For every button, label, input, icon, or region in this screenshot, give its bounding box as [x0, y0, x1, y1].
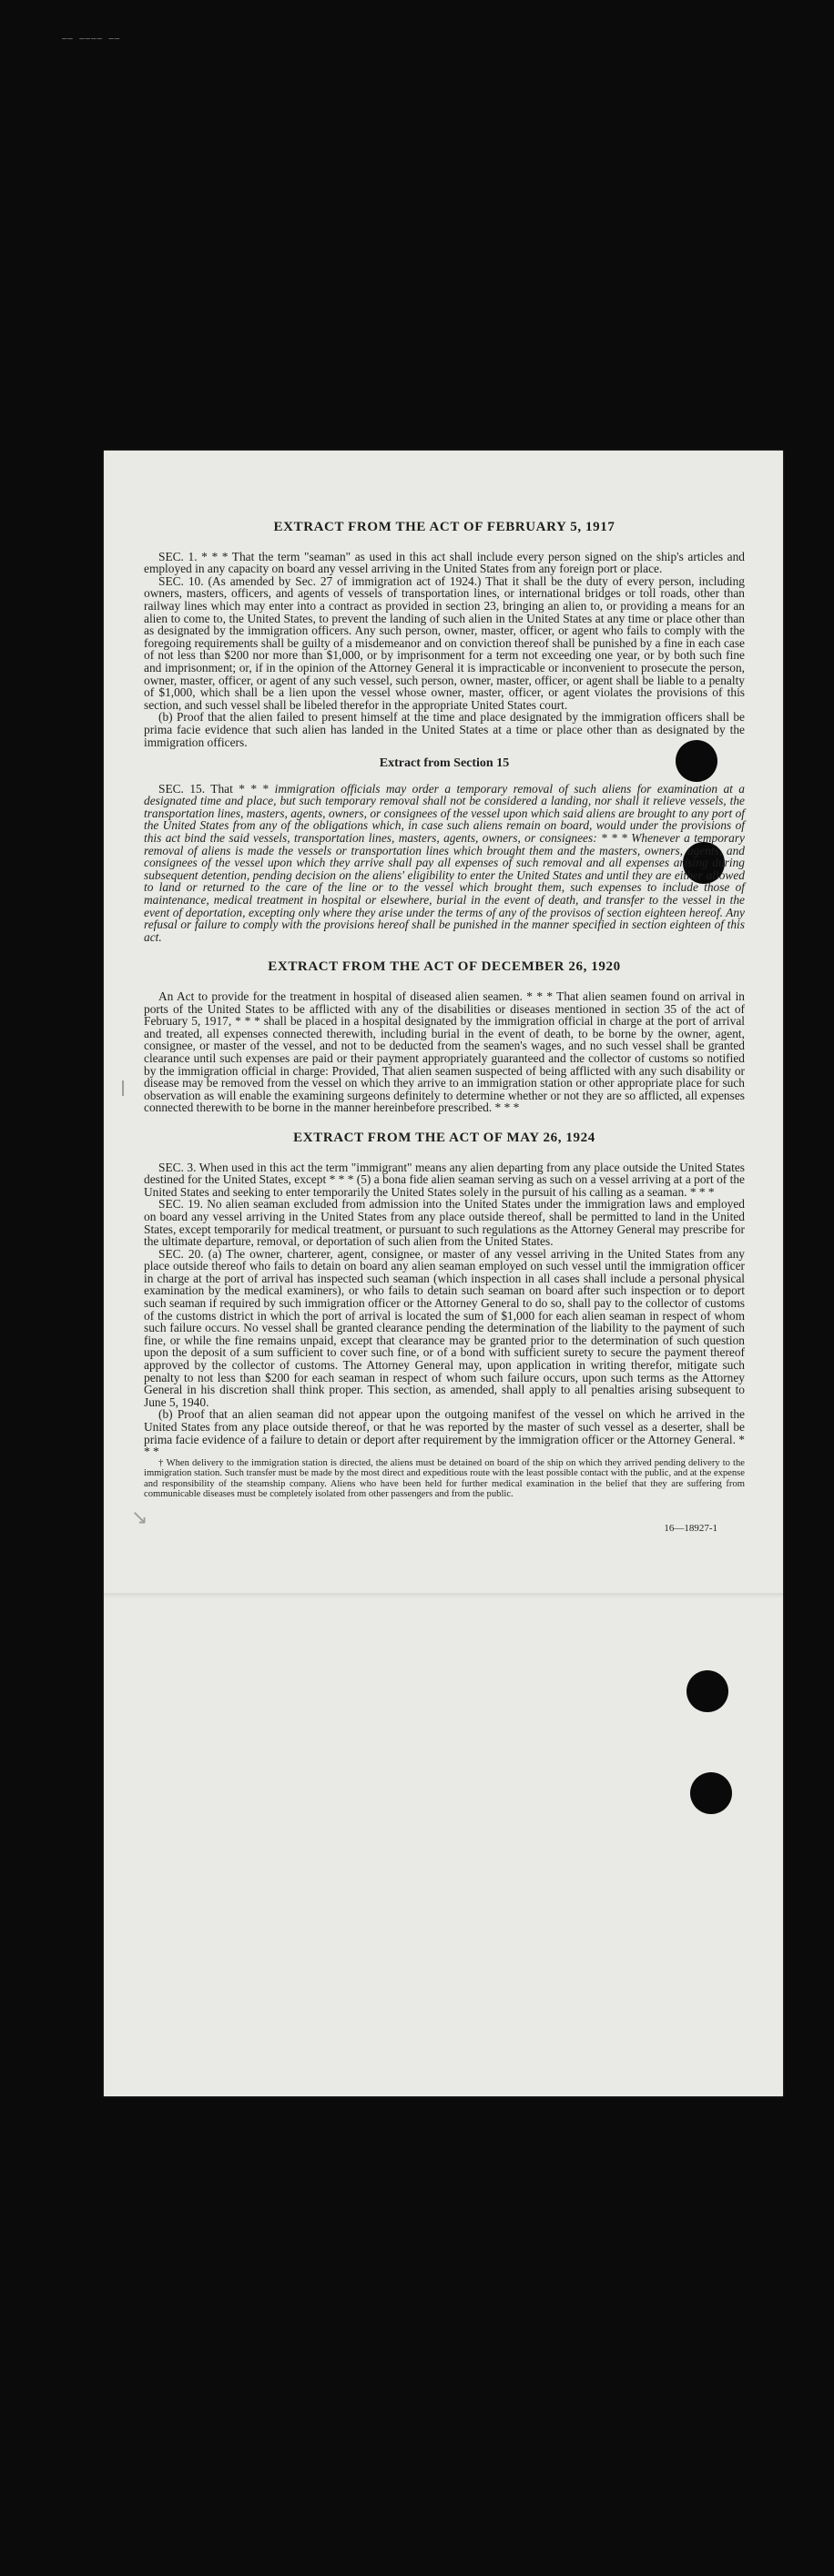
section-3-paragraph: SEC. 3. When used in this act the term "immigrant" means any alien departing from any place outside the United States destined for the United States, except * * * (5) a bona fide alien seaman serving as such on a vessel arriving at a port of the United States and seeking to enter temporarily the United States solely in the pursuit of his calling as a seaman. * * * [144, 1160, 745, 1199]
punch-hole [687, 1670, 728, 1712]
document-body [144, 522, 745, 1536]
pencil-mark: ⅼ [120, 1079, 127, 1101]
section-15-text: immigration officials may order a temporary removal of such aliens for examination at a designated time and place, but such temporary removal shall not be considered a landing, nor shall it relieve vessels, the transportation lines, masters, agents, owners, or consignees of the vessel upon which said aliens are brought to any port of the United States from any of the obligations which, in case such aliens remain on board, would under the provisions of this act bind the said vessels, transportation lines, masters, agents, owners, or consignees: * * * Whenever a temporary removal of aliens is made the vessels or transportation lines which brought them and the masters, owners, agents, and consignees of the vessel upon which they arrive shall pay all expenses of such removal and all expenses arising during subsequent detention, pending decision on the aliens' eligibility to enter the United States and until they are either allowed to land or returned to the care of the line or to the vessel which brought them, such expenses to include those of maintenance, medical treatment in hospital or elsewhere, burial in the event of death, and transfer to the vessel in the event of deportation, excepting only where they arise under the terms of any of the provisos of section eighteen hereof. Any refusal or failure to comply with the provisions hereof shall be punished in the manner specified in section eighteen of this act. [144, 781, 745, 944]
fold-line [104, 1593, 783, 1598]
footnote: † When delivery to the immigration station is directed, the aliens must be detained on board of the ship on which they arrived pending delivery to the immigration station. Such transfer must be made by the most direct and expeditious route with the least possible contact with the public, and at the expense and responsibility of the steamship company. Aliens who have been held for further medical examination in the belief that they are suffering from communicable diseases must be completely isolated from other passengers and from the public. [144, 1457, 745, 1499]
subheading-section-15: Extract from Section 15 [379, 756, 510, 771]
punch-hole [690, 1772, 732, 1814]
section-19-paragraph: SEC. 19. No alien seaman excluded from admission into the United States under the immigration laws and employed on board any vessel arriving in the United States from any place outside thereof, shall be permitted to land in the United States, except temporarily for medical treatment, or pursuant to such regulations as the Attorney General may prescribe for the ultimate departure, removal, or deportation of such alien from the United States. [144, 1197, 745, 1249]
header-stamp: —— ———— —— [62, 35, 121, 44]
section-10-paragraph: SEC. 10. (As amended by Sec. 27 of immigration act of 1924.) That it shall be the duty of every person, including owners, masters, officers, and agents of vessels of transportation lines, or international bridges or toll roads, other than railway lines which may enter into a contract as provided in section 23, bringing an alien to, or providing a means for an alien to come to, the United States, to prevent the landing of such alien in the United States at any time or place other than as designated by the immigration officers. Any such person, owner, master, officer, or agent who fails to comply with the foregoing requirements shall be guilty of a misdemeanor and on conviction thereof shall be punished by a fine in each case of not less than $200 nor more than $1,000, or by imprisonment for a term not exceeding one year, or by both such fine and imprisonment; or, if in the opinion of the Attorney General it is impracticable or inconvenient to prosecute the person, owner, master, officer, or agent of any such vessel, such person, owner, master, officer, or agent shall be liable to a penalty of $1,000, which shall be a lien upon the vessel whose owner, master, officer, or agent violates the provisions of this section, and such vessel shall be libeled therefor in the appropriate United States court. [144, 573, 745, 712]
form-number: 16—18927-1 [664, 1523, 717, 1535]
section-1-paragraph: SEC. 1. * * * That the term "seaman" as used in this act shall include every person signed on the ship's articles and employed in any capacity on board any vessel arriving in the United States from any foreign port or place. [144, 549, 745, 576]
section-20a-paragraph: SEC. 20. (a) The owner, charterer, agent, consignee, or master of any vessel arriving in the United States from any place outside thereof who fails to detain on board any alien seaman employed on such vessel until the immigration officer in charge at the port of arrival has inspected such seaman (which inspection in all cases shall include a personal physical examination by the medical examiners), or who fails to detain such seaman on board after such inspection or to deport such seaman if required by such immigration officer or the Attorney General to do so, shall pay to the collector of customs of the customs district in which the port of arrival is located the sum of $1,000 for each alien seaman in respect of whom such failure occurs. No vessel shall be granted clearance pending the determination of the liability to the payment of such fine, or while the fine remains unpaid, except that clearance may be granted prior to the determination of such question upon the deposit of a sum sufficient to cover such fine, or of a bond with sufficient surety to secure the payment thereof approved by the collector of customs. The Attorney General may, upon application in writing therefor, mitigate such penalty to not less than $200 for each seaman in respect of whom such failure occurs, upon such terms as the Attorney General in his discretion shall think proper. This section, as amended, shall apply to all penalties arising subsequent to June 5, 1940. [144, 1246, 745, 1409]
heading-act-1917: EXTRACT FROM THE ACT OF FEBRUARY 5, 1917 [273, 520, 615, 534]
section-15-paragraph [144, 783, 745, 944]
heading-act-1920: EXTRACT FROM THE ACT OF DECEMBER 26, 1920 [268, 959, 621, 975]
section-20b-paragraph: (b) Proof that an alien seaman did not appear upon the outgoing manifest of the vessel on which he arrived in the United States from any place outside thereof, or that he was reported by the master of such vessel as a deserter, shall be prima facie evidence of a failure to detain or deport after requirement by the immigration officer or the Attorney General. * * * [144, 1407, 745, 1459]
pencil-mark: ↘ [131, 1506, 148, 1529]
heading-act-1924: EXTRACT FROM THE ACT OF MAY 26, 1924 [293, 1130, 595, 1145]
act-1920-paragraph: An Act to provide for the treatment in hospital of diseased alien seamen. * * * That alien seamen found on arrival in ports of the United States to be afflicted with any of the disabilities or diseases mentioned in section 35 of the act of February 5, 1917, * * * shall be placed in a hospital designated by the immigration official in charge at the port of arrival and treated, all expenses connected therewith, including burial in the event of death, to be borne by the owner, agent, consignee, or master of the vessel, and not to be deducted from the seamen's wages, and no such vessel shall be granted clearance until such expenses are paid or their payment appropriately guaranteed and the collector of customs so notified by the immigration official in charge: Provided, That alien seamen suspected of being afflicted with any such disability or disease may be removed from the vessel on which they arrive to an immigration station or other appropriate place for such observation as will enable the examining surgeons definitely to determine whether or not they are so afflicted, all expenses connected therewith to be borne in the manner hereinbefore prescribed. * * * [144, 989, 745, 1115]
section-10b-paragraph: (b) Proof that the alien failed to present himself at the time and place designated by the immigration officers shall be prima facie evidence that such alien has landed in the United States at a time or place other than as designated by the immigration officers. [144, 710, 745, 749]
section-15-lead: SEC. 15. That * * * [158, 781, 270, 796]
document-page [104, 451, 783, 2096]
